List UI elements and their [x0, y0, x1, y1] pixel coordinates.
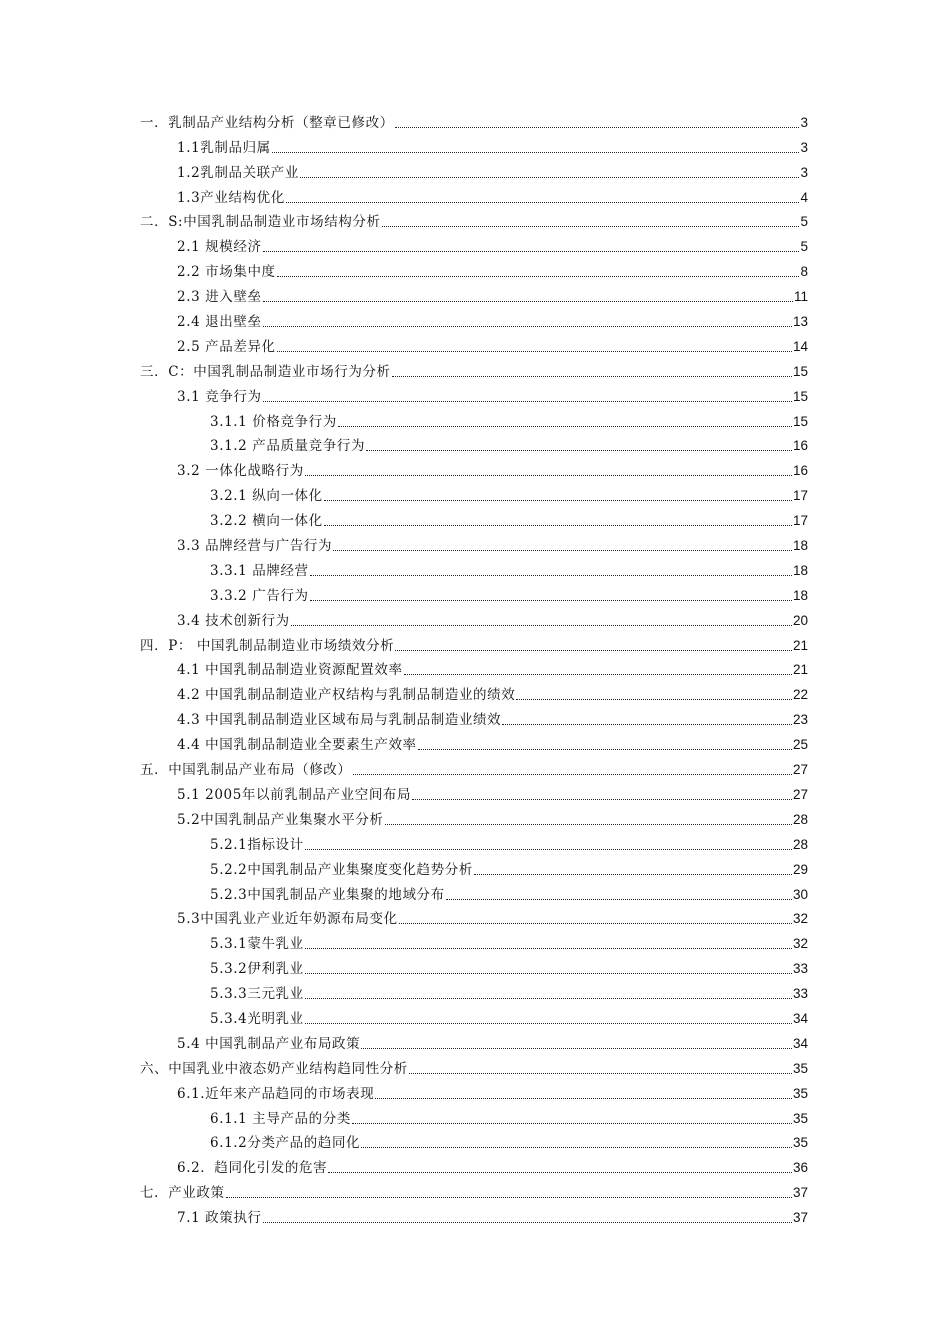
toc-entry-title: 5.2.3中国乳制品产业集聚的地域分布	[210, 886, 445, 903]
toc-entry-page-number: 32	[792, 936, 808, 952]
table-of-contents	[140, 106, 808, 1226]
toc-entry-page-number: 15	[792, 388, 808, 404]
toc-entry[interactable]	[140, 1201, 808, 1226]
toc-dot-leader	[305, 998, 792, 999]
toc-entry-title: 3.1.1 价格竞争行为	[210, 413, 337, 430]
toc-entry-title: 6.1.2分类产品的趋同化	[210, 1135, 361, 1152]
toc-dot-leader	[395, 127, 800, 128]
toc-dot-leader	[375, 1098, 792, 1099]
toc-entry[interactable]	[140, 753, 808, 778]
toc-entry-page-number: 27	[792, 762, 808, 778]
toc-entry-title: 五．中国乳制品产业布局（修改）	[140, 762, 352, 779]
toc-dot-leader	[338, 426, 792, 427]
toc-entry-title: 2.4 退出壁垒	[177, 314, 262, 331]
toc-entry-page-number: 5	[800, 214, 808, 230]
toc-entry-page-number: 14	[792, 338, 808, 354]
toc-entry-page-number: 11	[793, 289, 808, 305]
toc-entry-title: 5.3.4光明乳业	[210, 1010, 304, 1027]
toc-entry-page-number: 29	[792, 861, 808, 877]
toc-dot-leader	[263, 301, 793, 302]
toc-entry-page-number: 34	[792, 1010, 808, 1026]
toc-dot-leader	[305, 973, 792, 974]
toc-entry-title: 二．S:中国乳制品制造业市场结构分析	[140, 214, 381, 231]
toc-entry[interactable]	[140, 280, 808, 305]
toc-entry-page-number: 18	[792, 538, 808, 554]
toc-entry-title: 三．C：中国乳制品制造业市场行为分析	[140, 363, 391, 380]
toc-entry[interactable]	[140, 903, 808, 928]
toc-entry-title: 6.2．趋同化引发的危害	[177, 1160, 328, 1177]
toc-entry-page-number: 21	[792, 662, 808, 678]
toc-entry[interactable]	[140, 156, 808, 181]
toc-entry-page-number: 32	[792, 911, 808, 927]
toc-entry[interactable]	[140, 454, 808, 479]
toc-entry-title: 5.2.2中国乳制品产业集聚度变化趋势分析	[210, 861, 473, 878]
toc-entry-title: 4.4 中国乳制品制造业全要素生产效率	[177, 737, 417, 754]
toc-entry-page-number: 33	[792, 986, 808, 1002]
toc-entry-title: 四．P： 中国乳制品制造业市场绩效分析	[140, 637, 395, 654]
toc-entry[interactable]	[140, 853, 808, 878]
toc-entry-title: 3.1 竞争行为	[177, 388, 262, 405]
toc-dot-leader	[324, 525, 792, 526]
toc-dot-leader	[352, 1123, 792, 1124]
toc-entry-page-number: 15	[792, 413, 808, 429]
toc-entry[interactable]	[140, 678, 808, 703]
toc-entry-title: 3.3.2 广告行为	[210, 587, 309, 604]
toc-dot-leader	[418, 749, 792, 750]
toc-entry-page-number: 28	[792, 811, 808, 827]
toc-dot-leader	[310, 600, 792, 601]
toc-entry[interactable]	[140, 305, 808, 330]
toc-entry[interactable]	[140, 131, 808, 156]
toc-entry-page-number: 23	[792, 712, 808, 728]
toc-entry-title: 一．乳制品产业结构分析（整章已修改）	[140, 114, 394, 131]
toc-dot-leader	[392, 376, 792, 377]
toc-entry[interactable]	[140, 952, 808, 977]
toc-entry-page-number: 30	[792, 886, 808, 902]
toc-entry[interactable]	[140, 380, 808, 405]
toc-entry-page-number: 35	[792, 1085, 808, 1101]
toc-dot-leader	[409, 1073, 792, 1074]
toc-entry[interactable]	[140, 504, 808, 529]
toc-entry-title: 3.2.2 横向一体化	[210, 513, 323, 530]
toc-entry-page-number: 18	[792, 587, 808, 603]
toc-dot-leader	[366, 450, 792, 451]
toc-entry-title: 7.1 政策执行	[177, 1210, 262, 1227]
toc-entry-title: 六、中国乳业中液态奶产业结构趋同性分析	[140, 1060, 408, 1077]
toc-entry-page-number: 22	[792, 687, 808, 703]
toc-dot-leader	[502, 724, 792, 725]
toc-dot-leader	[361, 1048, 792, 1049]
toc-entry-title: 5.2中国乳制品产业集聚水平分析	[177, 811, 384, 828]
toc-dot-leader	[263, 401, 792, 402]
toc-dot-leader	[305, 1023, 792, 1024]
toc-dot-leader	[395, 650, 792, 651]
toc-entry-page-number: 35	[792, 1135, 808, 1151]
toc-entry[interactable]	[140, 181, 808, 206]
toc-entry[interactable]	[140, 106, 808, 131]
toc-entry-title: 2.5 产品差异化	[177, 338, 276, 355]
toc-entry-page-number: 4	[800, 189, 808, 205]
toc-entry[interactable]	[140, 977, 808, 1002]
toc-dot-leader	[305, 948, 792, 949]
toc-dot-leader	[361, 1147, 792, 1148]
toc-entry-page-number: 16	[792, 463, 808, 479]
toc-entry[interactable]	[140, 330, 808, 355]
toc-entry-title: 1.2乳制品关联产业	[177, 164, 299, 181]
toc-entry-page-number: 37	[792, 1210, 808, 1226]
toc-entry[interactable]	[140, 405, 808, 430]
toc-entry-title: 5.3中国乳业产业近年奶源布局变化	[177, 911, 398, 928]
toc-dot-leader	[399, 923, 792, 924]
toc-entry[interactable]	[140, 828, 808, 853]
toc-entry-page-number: 18	[792, 562, 808, 578]
toc-entry-title: 3.3.1 品牌经营	[210, 562, 309, 579]
toc-entry-title: 3.2 一体化战略行为	[177, 463, 304, 480]
toc-entry-title: 3.4 技术创新行为	[177, 612, 290, 629]
toc-dot-leader	[310, 575, 792, 576]
toc-entry[interactable]	[140, 529, 808, 554]
toc-entry[interactable]	[140, 554, 808, 579]
toc-dot-leader	[277, 351, 792, 352]
toc-dot-leader	[516, 699, 792, 700]
toc-entry-title: 4.3 中国乳制品制造业区域布局与乳制品制造业绩效	[177, 712, 502, 729]
toc-entry[interactable]	[140, 728, 808, 753]
toc-entry-page-number: 33	[792, 961, 808, 977]
toc-entry-page-number: 35	[792, 1110, 808, 1126]
toc-dot-leader	[277, 276, 800, 277]
toc-entry-page-number: 15	[792, 363, 808, 379]
toc-dot-leader	[226, 1197, 792, 1198]
toc-entry-title: 5.3.3三元乳业	[210, 986, 304, 1003]
toc-entry-title: 4.1 中国乳制品制造业资源配置效率	[177, 662, 403, 679]
toc-entry[interactable]	[140, 629, 808, 654]
toc-entry[interactable]	[140, 1027, 808, 1052]
toc-entry-page-number: 13	[792, 314, 808, 330]
toc-entry[interactable]	[140, 1151, 808, 1176]
toc-entry[interactable]	[140, 479, 808, 504]
toc-entry-title: 6.1.近年来产品趋同的市场表现	[177, 1085, 375, 1102]
toc-entry[interactable]	[140, 206, 808, 231]
toc-dot-leader	[272, 152, 800, 153]
toc-entry-page-number: 34	[792, 1035, 808, 1051]
toc-entry[interactable]	[140, 654, 808, 679]
toc-dot-leader	[382, 226, 800, 227]
toc-dot-leader	[305, 475, 792, 476]
toc-entry[interactable]	[140, 230, 808, 255]
toc-entry-page-number: 17	[792, 513, 808, 529]
toc-entry[interactable]	[140, 1127, 808, 1152]
toc-entry-page-number: 8	[800, 264, 808, 280]
toc-entry-title: 5.1 2005年以前乳制品产业空间布局	[177, 786, 412, 803]
toc-dot-leader	[263, 251, 800, 252]
toc-dot-leader	[474, 874, 792, 875]
toc-entry-title: 3.3 品牌经营与广告行为	[177, 538, 333, 555]
toc-entry[interactable]	[140, 579, 808, 604]
toc-entry-page-number: 20	[792, 612, 808, 628]
toc-entry-title: 2.1 规模经济	[177, 239, 262, 256]
toc-entry-page-number: 3	[800, 139, 808, 155]
toc-entry-title: 2.3 进入壁垒	[177, 289, 262, 306]
toc-entry-page-number: 3	[800, 114, 808, 130]
toc-dot-leader	[263, 1222, 792, 1223]
toc-entry-title: 1.3产业结构优化	[177, 189, 285, 206]
toc-entry[interactable]	[140, 927, 808, 952]
toc-entry-title: 5.2.1指标设计	[210, 836, 304, 853]
toc-entry-page-number: 5	[800, 239, 808, 255]
toc-dot-leader	[300, 177, 800, 178]
toc-entry[interactable]	[140, 1077, 808, 1102]
toc-entry[interactable]	[140, 778, 808, 803]
toc-entry-title: 3.1.2 产品质量竞争行为	[210, 438, 366, 455]
toc-entry-title: 5.3.1蒙牛乳业	[210, 936, 304, 953]
toc-entry-title: 4.2 中国乳制品制造业产权结构与乳制品制造业的绩效	[177, 687, 516, 704]
toc-entry-page-number: 17	[792, 488, 808, 504]
toc-entry[interactable]	[140, 1052, 808, 1077]
toc-entry-page-number: 37	[792, 1185, 808, 1201]
toc-entry-page-number: 21	[792, 637, 808, 653]
toc-entry-title: 5.4 中国乳制品产业布局政策	[177, 1035, 361, 1052]
toc-entry[interactable]	[140, 878, 808, 903]
toc-entry-page-number: 27	[792, 786, 808, 802]
toc-entry-page-number: 36	[792, 1160, 808, 1176]
toc-entry[interactable]	[140, 604, 808, 629]
toc-entry-title: 2.2 市场集中度	[177, 264, 276, 281]
toc-entry-title: 5.3.2伊利乳业	[210, 961, 304, 978]
toc-entry[interactable]	[140, 1176, 808, 1201]
toc-dot-leader	[404, 674, 792, 675]
toc-entry[interactable]	[140, 1102, 808, 1127]
toc-dot-leader	[333, 550, 792, 551]
toc-dot-leader	[305, 849, 792, 850]
toc-entry[interactable]	[140, 430, 808, 455]
toc-dot-leader	[353, 774, 792, 775]
toc-entry-title: 3.2.1 纵向一体化	[210, 488, 323, 505]
toc-dot-leader	[385, 824, 792, 825]
toc-entry-page-number: 35	[792, 1060, 808, 1076]
toc-dot-leader	[291, 625, 792, 626]
toc-entry[interactable]	[140, 1002, 808, 1027]
toc-entry-page-number: 16	[792, 438, 808, 454]
toc-dot-leader	[412, 799, 792, 800]
toc-entry[interactable]	[140, 255, 808, 280]
toc-entry[interactable]	[140, 355, 808, 380]
toc-entry-title: 6.1.1 主导产品的分类	[210, 1110, 351, 1127]
toc-entry-page-number: 28	[792, 836, 808, 852]
toc-dot-leader	[328, 1172, 792, 1173]
toc-entry[interactable]	[140, 803, 808, 828]
toc-entry-title: 1.1乳制品归属	[177, 139, 271, 156]
toc-entry-page-number: 25	[792, 737, 808, 753]
toc-dot-leader	[446, 899, 792, 900]
toc-dot-leader	[263, 326, 792, 327]
toc-dot-leader	[286, 202, 800, 203]
toc-dot-leader	[324, 500, 792, 501]
toc-entry-page-number: 3	[800, 164, 808, 180]
toc-entry[interactable]	[140, 703, 808, 728]
toc-entry-title: 七．产业政策	[140, 1185, 225, 1202]
